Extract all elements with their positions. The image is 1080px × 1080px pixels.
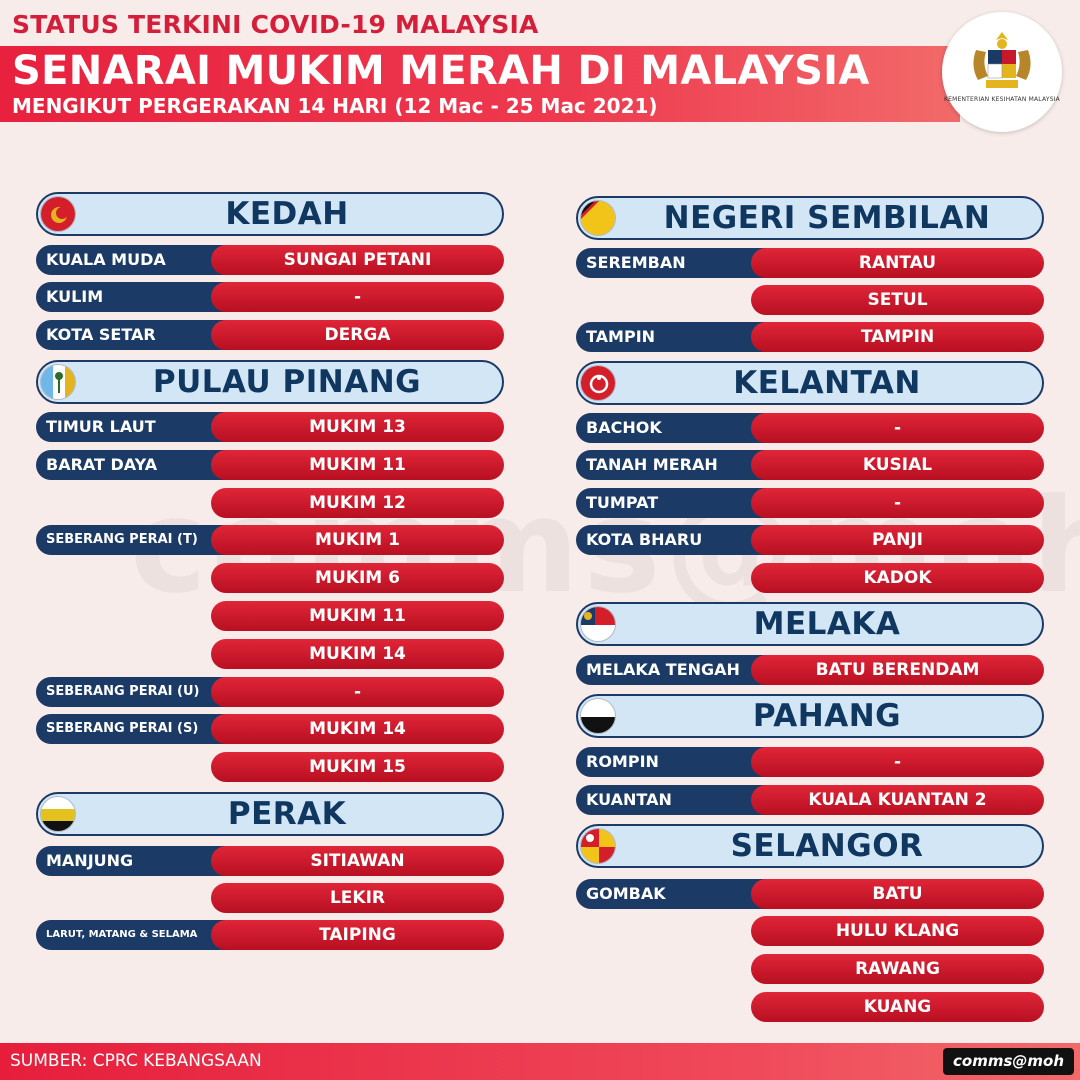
perak-flag-icon — [40, 796, 76, 832]
state-name: KEDAH — [225, 196, 349, 232]
table-row — [576, 525, 1044, 555]
state-header-selangor — [576, 824, 1044, 868]
table-row — [576, 450, 1044, 480]
table-row — [576, 879, 1044, 909]
district-label: SEBERANG PERAI (U) — [36, 677, 286, 707]
state-name: KELANTAN — [733, 365, 921, 401]
district-label: ROMPIN — [576, 747, 826, 777]
district-label: KOTA SETAR — [36, 320, 286, 350]
table-row — [36, 677, 504, 707]
mukim-label: KADOK — [751, 563, 1044, 593]
table-row — [576, 285, 1044, 315]
mukim-label: MUKIM 11 — [211, 450, 504, 480]
mukim-label: LEKIR — [211, 883, 504, 913]
mukim-label: SUNGAI PETANI — [211, 245, 504, 275]
mukim-label: HULU KLANG — [751, 916, 1044, 946]
table-row — [576, 248, 1044, 278]
table-row — [576, 992, 1044, 1022]
district-label: SEREMBAN — [576, 248, 826, 278]
mukim-label: - — [751, 413, 1044, 443]
district-label: SEBERANG PERAI (S) — [36, 714, 286, 744]
negeri-sembilan-flag-icon — [580, 200, 616, 236]
brand-badge: comms@moh — [943, 1048, 1074, 1075]
table-row — [36, 525, 504, 555]
state-header-perak — [36, 792, 504, 836]
state-name: PULAU PINANG — [152, 364, 422, 400]
footer-bar — [0, 1043, 1080, 1080]
top-title: STATUS TERKINI COVID-19 MALAYSIA — [12, 10, 539, 39]
district-label: TAMPIN — [576, 322, 826, 352]
district-label: TUMPAT — [576, 488, 826, 518]
pahang-flag-icon — [580, 698, 616, 734]
table-row — [36, 245, 504, 275]
logo-text: KEMENTERIAN KESIHATAN MALAYSIA — [944, 96, 1060, 103]
table-row — [576, 413, 1044, 443]
table-row — [36, 282, 504, 312]
selangor-flag-icon — [580, 828, 616, 864]
mukim-label: BATU BERENDAM — [751, 655, 1044, 685]
mukim-label: TAMPIN — [751, 322, 1044, 352]
subtitle: MENGIKUT PERGERAKAN 14 HARI (12 Mac - 25 Mac 2021) — [12, 94, 658, 118]
table-row — [36, 920, 504, 950]
mukim-label: MUKIM 6 — [211, 563, 504, 593]
table-row — [36, 412, 504, 442]
table-row — [36, 450, 504, 480]
mukim-label: SETUL — [751, 285, 1044, 315]
district-label: BACHOK — [576, 413, 826, 443]
mukim-label: KUALA KUANTAN 2 — [751, 785, 1044, 815]
mukim-label: - — [211, 282, 504, 312]
district-label: MANJUNG — [36, 846, 286, 876]
district-label: KUANTAN — [576, 785, 826, 815]
mukim-label: PANJI — [751, 525, 1044, 555]
mukim-label: SITIAWAN — [211, 846, 504, 876]
mukim-label: BATU — [751, 879, 1044, 909]
mukim-label: MUKIM 11 — [211, 601, 504, 631]
melaka-flag-icon — [580, 606, 616, 642]
state-name: PAHANG — [752, 698, 902, 734]
kedah-flag-icon — [40, 196, 76, 232]
table-row — [36, 846, 504, 876]
table-row — [36, 488, 504, 518]
mukim-label: KUANG — [751, 992, 1044, 1022]
source-text: SUMBER: CPRC KEBANGSAAN — [10, 1051, 262, 1071]
state-name: SELANGOR — [730, 828, 924, 864]
mukim-label: MUKIM 1 — [211, 525, 504, 555]
table-row — [576, 322, 1044, 352]
coat-of-arms-icon — [968, 30, 1036, 94]
table-row — [36, 883, 504, 913]
ministry-logo — [942, 12, 1062, 132]
district-label: SEBERANG PERAI (T) — [36, 525, 286, 555]
mukim-label: RAWANG — [751, 954, 1044, 984]
table-row — [36, 752, 504, 782]
district-label: MELAKA TENGAH — [576, 655, 826, 685]
mukim-label: RANTAU — [751, 248, 1044, 278]
penang-flag-icon — [40, 364, 76, 400]
mukim-label: MUKIM 15 — [211, 752, 504, 782]
district-label: KUALA MUDA — [36, 245, 286, 275]
table-row — [36, 639, 504, 669]
state-name: NEGERI SEMBILAN — [663, 200, 991, 236]
state-name: MELAKA — [753, 606, 901, 642]
state-header-negeri-sembilan — [576, 196, 1044, 240]
kelantan-flag-icon — [580, 365, 616, 401]
mukim-label: MUKIM 12 — [211, 488, 504, 518]
table-row — [576, 916, 1044, 946]
state-header-pahang — [576, 694, 1044, 738]
state-header-kedah — [36, 192, 504, 236]
district-label: TIMUR LAUT — [36, 412, 286, 442]
district-label: LARUT, MATANG & SELAMA — [36, 920, 286, 950]
table-row — [36, 320, 504, 350]
mukim-label: MUKIM 14 — [211, 639, 504, 669]
mukim-label: TAIPING — [211, 920, 504, 950]
district-label: TANAH MERAH — [576, 450, 826, 480]
district-label: KULIM — [36, 282, 286, 312]
table-row — [36, 563, 504, 593]
table-row — [576, 655, 1044, 685]
mukim-label: MUKIM 14 — [211, 714, 504, 744]
mukim-label: MUKIM 13 — [211, 412, 504, 442]
mukim-label: - — [751, 747, 1044, 777]
mukim-label: KUSIAL — [751, 450, 1044, 480]
table-row — [36, 601, 504, 631]
main-title: SENARAI MUKIM MERAH DI MALAYSIA — [12, 48, 870, 94]
state-name: PERAK — [227, 796, 347, 832]
district-label: KOTA BHARU — [576, 525, 826, 555]
table-row — [36, 714, 504, 744]
district-label: GOMBAK — [576, 879, 826, 909]
table-row — [576, 488, 1044, 518]
district-label: BARAT DAYA — [36, 450, 286, 480]
table-row — [576, 563, 1044, 593]
mukim-label: DERGA — [211, 320, 504, 350]
table-row — [576, 785, 1044, 815]
mukim-label: - — [211, 677, 504, 707]
table-row — [576, 747, 1044, 777]
state-header-pulau-pinang — [36, 360, 504, 404]
state-header-melaka — [576, 602, 1044, 646]
mukim-label: - — [751, 488, 1044, 518]
table-row — [576, 954, 1044, 984]
state-header-kelantan — [576, 361, 1044, 405]
